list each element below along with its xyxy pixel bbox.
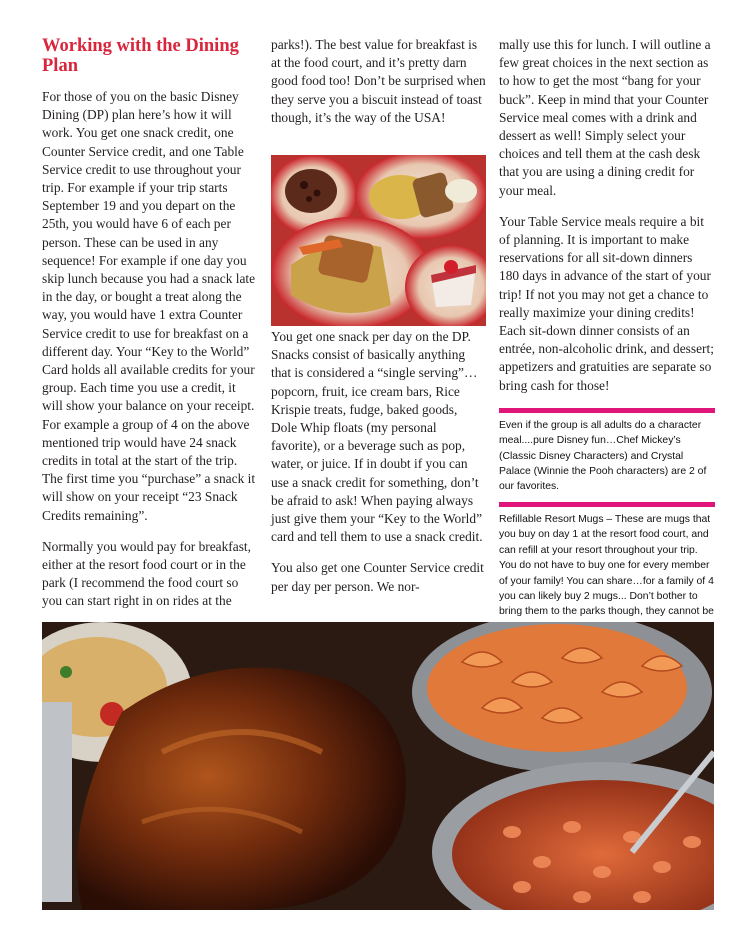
page-title: Working with the Dining Plan <box>42 36 239 76</box>
family-style-dinner-photo <box>42 622 714 910</box>
sidebar-tip-refillable-mugs: Refillable Resort Mugs – These are mugs that you buy on day 1 at the resort food court, and can refill at your resort throughout your trip. You do not have to buy one for every member of your family! You can share…for a family of 4 you can likely buy 2 mugs... Don’t bother to bring them to the parks though, they cannot be <box>499 513 714 618</box>
counter-service-meal-photo <box>271 155 486 326</box>
body-paragraph: You also get one Counter Service credit per day per person. We nor- <box>271 560 484 594</box>
sidebar-tip-character-meal: Even if the group is all adults do a character meal....pure Disney fun…Chef Mickey’s (Classic Disney Characters) and Crystal Palace (Winnie the Pooh characters) are 2 of our favorites. <box>499 419 707 493</box>
column-1 <box>42 36 256 624</box>
body-paragraph: parks!). The best value for breakfast is at the food court, and it’s pretty darn good food too! Don’t be surprised when they serve you a biscuit instead of toast though, it’s the way of the USA! <box>271 37 486 125</box>
column-3 <box>499 36 715 642</box>
body-paragraph: Your Table Service meals require a bit of planning. It is important to make reservations for all sit-down dinners 180 days in advance of the start of your trip! If not you may not get a chance to really maximize your dining credits! Each sit-down dinner consists of an entrée, non-alcoholic drink, and dessert; appetizers and gratuities are separate so bring cash for those! <box>499 213 714 393</box>
body-paragraph: mally use this for lunch. I will outline a few great choices in the next section as to how to get the most “bang for your buck”. Keep in mind that your Counter Service meal comes with a drink and dessert as well! Simply select your choices and tell them at the cash desk that you are using a dining credit for your meal. <box>499 37 711 198</box>
body-paragraph: You get one snack per day on the DP. Snacks consist of basically anything that is considered a “single serving”…popcorn, fruit, ice cream bars, Rice Krispie treats, fudge, baked goods, Dole Whip floats (my personal favorite), or a beverage such as pop, water, or juice. If in doubt if you can use a snack credit for something, don’t be afraid to ask! When paying always just give them your “Key to the World” card and tell them to use a snack credit. <box>271 329 483 545</box>
body-paragraph: Normally you would pay for breakfast, either at the resort food court or in the park (I recommend the food court so you can start right in on rides at the <box>42 538 251 609</box>
body-paragraph: For those of you on the basic Disney Dining (DP) plan here’s how it will work. You get one snack credit, one Counter Service credit, and one Table Service credit to use throughout your trip. For example if your trip starts September 19 and you depart on the 25th, you would have 6 of each per person. These can be used in any sequence! For example if one day you skip lunch because you had a snack late in the day, or bought a treat along the way, you would have 1 extra Counter Service credit to use for breakfast on a different day. Your “Key to the World” Card holds all available credits for your group. Each time you use a credit, it will show your balance on your receipt. For example a group of 4 on the above mentioned trip would have 24 snack credits in total at the start of the trip. The first time you “purchase” a snack it will show on your receipt “23 Snack Credits remaining”. <box>42 89 256 523</box>
